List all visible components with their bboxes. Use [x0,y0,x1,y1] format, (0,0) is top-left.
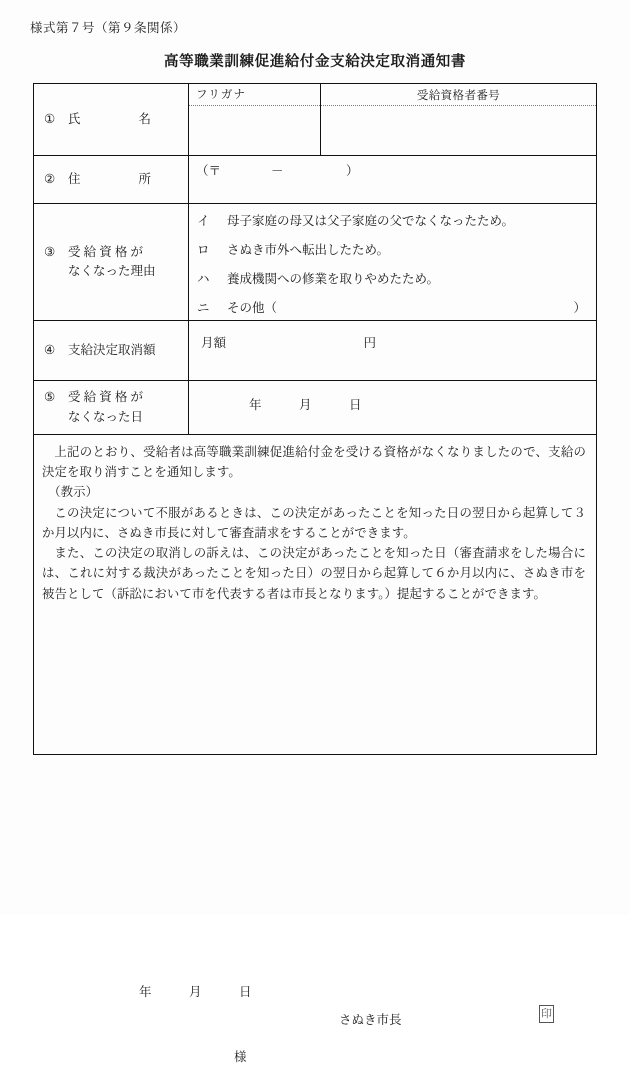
reason-marker-ni: ニ [197,301,210,315]
row-label-amount-text [34,341,188,360]
body-paragraph-3: また、この決定の取消しの訴えは、この決定があったことを知った日（審査請求をした場合には、これに対する裁決があったことを知った日）の翌日から起算して６か月以内に、さぬき市を被告として（訴訟において市を代表する者は市長となります。）提起することができます。 [42,546,586,601]
loss-date-field[interactable]: 年 月 日 [249,398,362,412]
signature-date[interactable]: 年 月 日 [139,985,252,999]
seal-icon: 印 [539,1005,554,1023]
reason-marker-ro: ロ [197,243,210,257]
row-label-amount [34,321,189,380]
row-value-amount[interactable] [189,321,596,380]
row-label-name [34,84,189,155]
recipient-number-header: 受給資格者番号 [321,84,596,106]
row-label-name-head: 氏 [68,111,81,126]
recipient-number-column [320,84,596,155]
row-label-address-tail: 所 [138,171,152,186]
name-input-area[interactable] [189,106,320,155]
row-label-address-head: 住 [68,171,81,186]
row-label-date [34,381,189,434]
reason-option-ha[interactable] [197,269,586,287]
body-paragraph-2: この決定について不服があるときは、この決定があったことを知った日の翌日から起算して３か月以内に、さぬき市長に対して審査請求をすることができます。 [42,505,586,540]
issuer-name: さぬき市長 [339,1013,402,1027]
reason-option-i[interactable] [197,211,586,229]
row-number-4: ④ [44,342,56,357]
body-paragraph-1: 上記のとおり、受給者は高等職業訓練促進給付金を受ける資格がなくなりましたので、支給の決定を取り消すことを通知します。 [42,445,586,480]
table-row-reason [34,204,596,321]
reason-option-ni[interactable] [197,298,586,316]
row-number-2: ② [44,171,56,186]
table-row-date [34,381,596,435]
row-value-name [189,84,596,155]
row-label-reason-text1: 受 給 資 格 が [68,244,144,259]
reason-text-ni: その他（ [227,301,278,315]
table-row-amount [34,321,596,381]
row-label-reason [34,204,189,320]
form-table [33,83,597,1064]
row-label-date-line2 [34,408,188,427]
furigana-header [189,84,320,106]
row-label-name-tail: 名 [138,111,152,126]
document-title: 高等職業訓練促進給付金支給決定取消通知書 [164,54,466,70]
postal-code-field[interactable]: （〒 － ） [196,164,359,178]
row-label-address [34,156,189,203]
reason-text-ha: 養成機関への修業を取りやめたため。 [227,272,440,286]
row-label-address-text [34,170,188,189]
row-label-name-text [34,110,188,129]
notice-body [34,435,596,1064]
body-kyoji-heading: （教示） [48,485,99,500]
row-value-date[interactable] [189,381,596,434]
reason-text-i: 母子家庭の母又は父子家庭の父でなくなったため。 [227,214,515,228]
row-number-1: ① [44,111,56,126]
amount-field[interactable]: 月額 円 [201,336,377,350]
table-row-name [34,84,596,156]
reason-marker-i: イ [197,214,210,228]
form-number: 様式第７号（第９条関係） [30,21,187,35]
row-value-address[interactable] [189,156,596,203]
reason-text-ni-tail: ） [573,301,586,315]
furigana-label: フリガナ [196,89,247,101]
reason-option-ro[interactable] [197,240,586,258]
reason-text-ro: さぬき市外へ転出したため。 [227,243,390,257]
row-number-5: ⑤ [44,390,56,405]
row-label-date-text2: なくなった日 [68,409,144,424]
table-row-address [34,156,596,204]
row-label-reason-text2: なくなった理由 [68,264,156,278]
row-number-3: ③ [44,244,56,259]
row-label-reason-line1 [34,243,188,262]
row-label-date-line1 [34,388,188,407]
row-label-amount-body: 支給決定取消額 [68,342,156,357]
row-label-reason-line2 [34,262,188,281]
addressee-suffix: 様 [234,1050,247,1064]
row-value-reason [189,204,596,320]
reason-marker-ha: ハ [197,272,210,286]
row-label-date-text1: 受 給 資 格 が [68,390,144,405]
